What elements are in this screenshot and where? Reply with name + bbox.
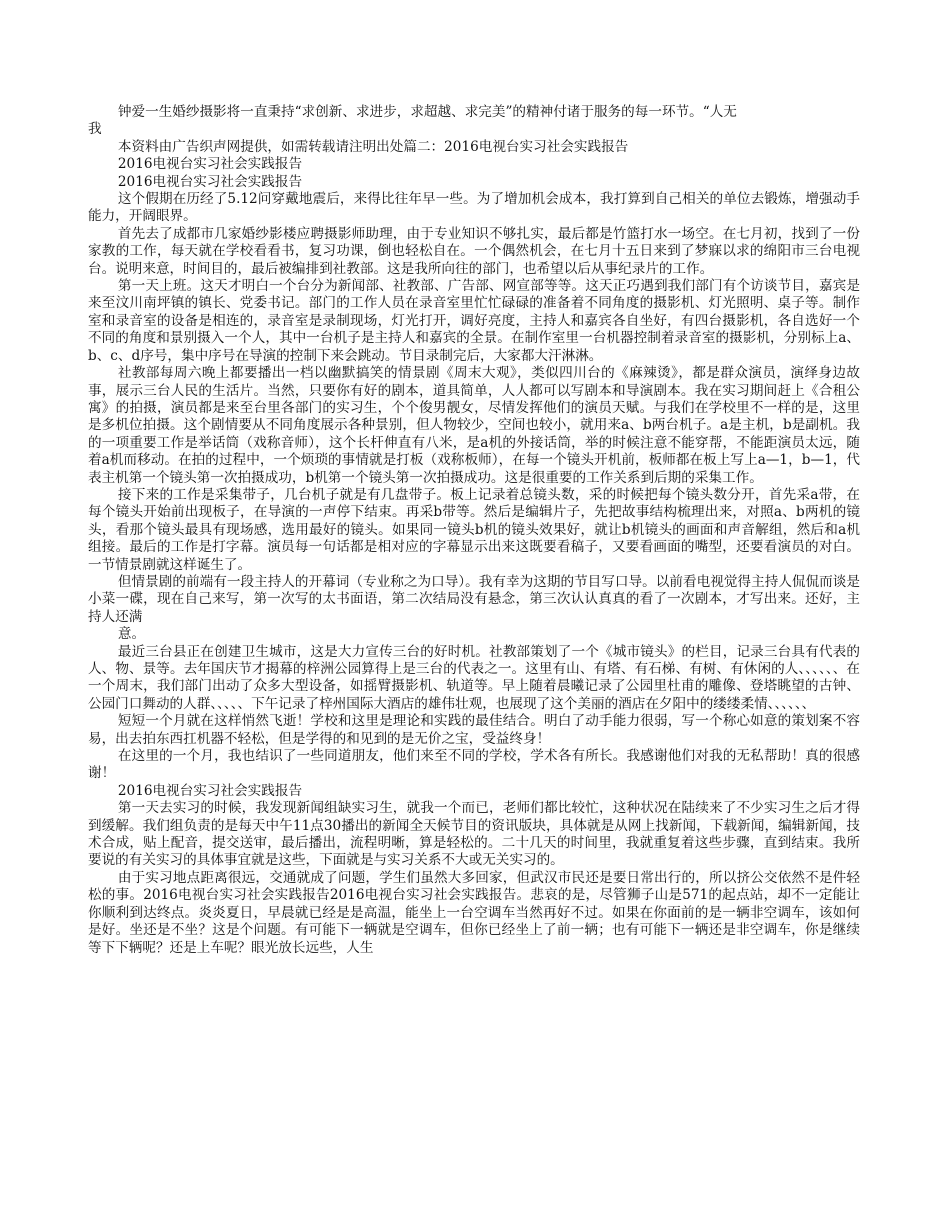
paragraph: 首先去了成都市几家婚纱影楼应聘摄影师助理，由于专业知识不够扎实，最后都是竹篮打水一场空。在七月初，找到了一份家教的工作，每天就在学校看看书，复习功课，倒也轻松自在。一个偶然机会，在七月十五日来到了梦寐以求的绵阳市三台电视台。说明来意，时间目的，最后被编排到社教部。这是我所向往的部门，也希望以后从事纪录片的工作。 (88, 225, 860, 277)
paragraph: 最近三台县正在创建卫生城市，这是大力宣传三台的好时机。社教部策划了一个《城市镜头》的栏目，记录三台具有代表的人、物、景等。去年国庆节才揭幕的梓洲公园算得上是三台的代表之一。这里有山、有塔、有石梯、有树、有休闲的人、、、、、、在一个周末，我们部门出动了众多大型设备，如摇臂摄影机、轨道等。早上随着晨曦记录了公园里杜甫的雕像、登塔眺望的古钟、公园门口舞动的人群、、、、、下午记录了梓州国际大酒店的雄伟壮观，也展现了这个美丽的酒店在夕阳中的缕缕柔情、、、、、、 (88, 643, 860, 712)
paragraph: 在这里的一个月，我也结识了一些同道朋友，他们来至不同的学校，学术各有所长。我感谢他们对我的无私帮助！真的很感谢！ (88, 748, 860, 782)
paragraph: 接下来的工作是采集带子，几台机子就是有几盘带子。板上记录着总镜头数，采的时候把每个镜头数分开，首先采a带，在每个镜头开始前出现板子，在导演的一声停下结束。再采b带等。然后是编辑片子，先把故事结构梳理出来，对照a、b两机的镜头，看那个镜头最具有现场感，选用最好的镜头。如果同一镜头b机的镜头效果好，就让b机镜头的画面和声音解组，然后和a机组接。最后的工作是打字幕。演员每一句话都是相对应的字幕显示出来这既要看稿子，又要看画面的嘴型，还要看演员的对白。一节情景剧就这样诞生了。 (88, 486, 860, 573)
paragraph: 意。 (117, 626, 146, 643)
paragraph: 短短一个月就在这样悄然飞逝！学校和这里是理论和实践的最佳结合。明白了动手能力很弱，写一个称心如意的策划案不容易，出去拍东西扛机器不轻松，但是学得的和见到的是无价之宝，受益终身！ (88, 713, 860, 747)
paragraph: 但情景剧的前端有一段主持人的开幕词（专业称之为口导）。我有幸为这期的节目写口导。以前看电视觉得主持人侃侃而谈是小菜一碟，现在自己来写，第一次写的太书面语，第二次结局没有悬念，第三次认认真真的看了一次剧本，才写出来。还好，主持人还满 (88, 573, 860, 625)
paragraph: 第一天去实习的时候，我发现新闻组缺实习生，就我一个而已，老师们都比较忙，这种状况在陆续来了不少实习生之后才得到缓解。我们组负责的是每天中午11点30播出的新闻全天候节目的资讯版块，具体就是从网上找新闻，下载新闻，编辑新闻，技术合成，贴上配音，提交送审，最后播出，流程明晰，算是轻松的。二十几天的时间里，我就重复着这些步骤，直到结束。我所要说的有关实习的具体事宜就是这些，下面就是与实习关系不大或无关实习的。 (88, 800, 860, 869)
paragraph: 社教部每周六晚上都要播出一档以幽默搞笑的情景剧《周末大观》，类似四川台的《麻辣烫》，都是群众演员，演绎身边故事，展示三台人民的生活片。当然，只要你有好的剧本，道具简单，人人都可以写剧本和导演剧本。我在实习期间赶上《合租公寓》的拍摄，演员都是来至台里各部门的实习生，个个俊男靓女，尽情发挥他们的演员天赋。与我们在学校里不一样的是，这里是多机位拍摄。这个剧情要从不同角度展示各种景别，但人物较少，空间也较小，就用来a、b两台机子。a是主机，b是副机。我的一项重要工作是举话筒（戏称音师），这个长杆伸直有八米，是a机的外接话筒，举的时候注意不能穿帮，不能距演员太远，随着a机而移动。在拍的过程中，一个烦琐的事情就是打板（戏称板师），在每一个镜头开机前，板师都在板上写上a—1，b—1，代表主机第一个镜头第一次拍摄成功，b机第一个镜头第一次拍摄成功。这是很重要的工作关系到后期的采集工作。 (88, 365, 860, 486)
section-title: 2016电视台实习社会实践报告 (117, 173, 303, 190)
source-note: 本资料由广告织声网提供，如需转载请注明出处篇二：2016电视台实习社会实践报告 (117, 138, 629, 155)
section-title: 2016电视台实习社会实践报告 (117, 782, 303, 799)
paragraph: 第一天上班。这天才明白一个台分为新闻部、社教部、广告部、网宣部等等。这天正巧遇到我们部门有个访谈节目，嘉宾是来至汶川南坪镇的镇长、党委书记。部门的工作人员在录音室里忙忙碌碌的准备着不同角度的摄影机、灯光照明、桌子等。制作室和录音室的设备是相连的，录音室是录制现场，灯光打开，调好亮度，主持人和嘉宾各自坐好，有四台摄影机，各自选好一个不同的角度和景别摄入一个人，其中一台机子是主持人和嘉宾的全景。在制作室里一台机器控制着录音室的摄影机，分别标上a、b、c、d序号，集中序号在导演的控制下来会跳动。节目录制完后，大家都大汗淋淋。 (88, 278, 860, 364)
paragraph: 由于实习地点距离很远，交通就成了问题，学生们虽然大多回家，但武汉市民还是要日常出行的，所以挤公交依然不是件轻松的事。2016电视台实习社会实践报告2016电视台实习社会实践报告。悲哀的是，尽管狮子山是571的起点站，却不一定能让你顺利到达终点。炎炎夏日，早晨就已经是是高温，能坐上一台空调车当然再好不过。如果在你面前的是一辆非空调车，该如何是好。坐还是不坐？这是个问题。有可能下一辆就是空调车，但你已经坐上了前一辆；也有可能下一辆还是非空调车，你是继续等下下辆呢？还是上车呢？眼光放长远些，人生 (88, 869, 860, 956)
paragraph: 钟爱一生婚纱摄影将一直秉持“求创新、求进步，求超越、求完美”的精神付诸于服务的每一环节。“人无 (117, 104, 737, 120)
paragraph-continuation: 我 (88, 121, 102, 138)
section-title: 2016电视台实习社会实践报告 (117, 156, 303, 173)
paragraph: 这个假期在历经了5.12问穿戴地震后，来得比往年早一些。为了增加机会成本，我打算到自己相关的单位去锻炼，增强动手能力，开阔眼界。 (88, 191, 860, 225)
document-page (88, 104, 860, 957)
